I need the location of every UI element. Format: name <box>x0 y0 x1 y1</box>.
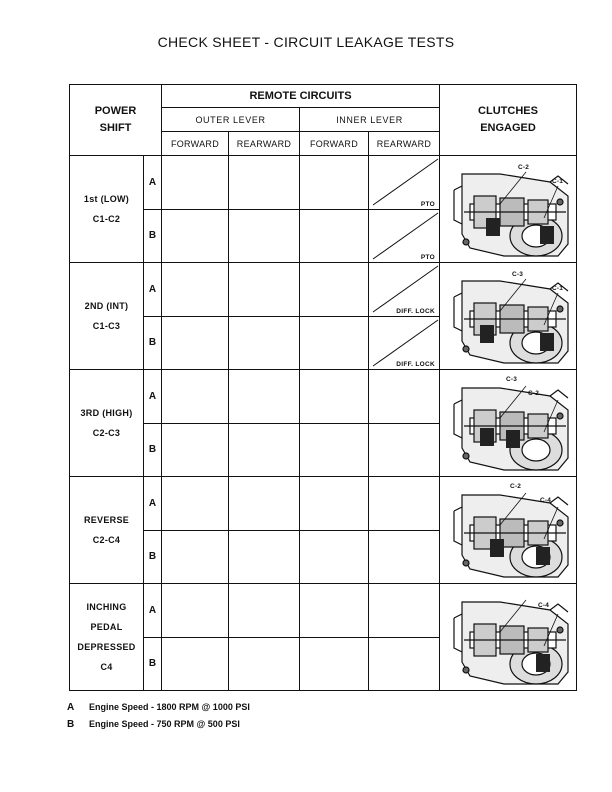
outer-forward-b-cell[interactable] <box>162 316 229 370</box>
check-sheet-table-wrap <box>69 84 577 691</box>
shift-label-line: C4 <box>100 662 113 672</box>
clutch-label: C-2 <box>528 390 540 397</box>
transmission-cutaway-icon <box>440 263 576 369</box>
outer-rearward-b-cell[interactable] <box>229 637 300 691</box>
clutch-label: C-1 <box>552 178 564 185</box>
outer-rearward-b-cell[interactable] <box>229 209 300 263</box>
shift-label-line: REVERSE <box>83 515 130 525</box>
inner-rearward-b-cell[interactable] <box>369 423 440 477</box>
inner-rearward-b-cell[interactable] <box>369 209 440 263</box>
legend-a-key: A <box>67 702 75 713</box>
clutches-engaged-illustration <box>440 370 577 477</box>
clutch-label: C-2 <box>518 164 530 171</box>
clutches-engaged-line2: ENGAGED <box>480 122 536 134</box>
shift-label-line: 3RD (HIGH) <box>80 408 133 418</box>
page-title: CHECK SHEET - CIRCUIT LEAKAGE TESTS <box>157 34 455 50</box>
outer-forward-b-cell[interactable] <box>162 637 229 691</box>
outer-rearward-a-cell[interactable] <box>229 156 300 210</box>
outer-forward-a-cell[interactable] <box>162 584 229 638</box>
power-shift-cell <box>70 156 144 263</box>
shift-label-line: DEPRESSED <box>77 642 136 652</box>
inner-forward-a-cell[interactable] <box>300 584 369 638</box>
condition-b-label: B <box>144 209 162 263</box>
legend-b-key: B <box>67 719 75 730</box>
shift-label-line: INCHING <box>86 602 127 612</box>
power-shift-cell <box>70 370 144 477</box>
circuit-note-label: PTO <box>420 254 435 261</box>
legend-b-text: Engine Speed - 750 RPM @ 500 PSI <box>89 719 240 729</box>
outer-rearward-a-cell[interactable] <box>229 477 300 531</box>
power-shift-header-line1: POWER <box>94 105 137 117</box>
shift-label-line: C1-C3 <box>92 321 121 331</box>
condition-b-label: B <box>144 530 162 584</box>
legend-b <box>67 719 240 730</box>
inner-rearward-a-cell[interactable] <box>369 477 440 531</box>
legend-a-text: Engine Speed - 1800 RPM @ 1000 PSI <box>89 702 250 712</box>
inner-forward-header: FORWARD <box>300 132 369 156</box>
circuit-note-label: PTO <box>420 200 435 208</box>
transmission-cutaway-icon <box>440 156 576 262</box>
shift-label-line: 1st (LOW) <box>83 194 130 204</box>
outer-rearward-a-cell[interactable] <box>229 584 300 638</box>
clutch-label: C-3 <box>512 271 524 278</box>
clutches-engaged-header <box>440 85 577 156</box>
condition-b-label: B <box>144 423 162 477</box>
condition-a-label: A <box>144 156 162 210</box>
circuit-note-label: DIFF. LOCK <box>396 307 435 315</box>
outer-forward-a-cell[interactable] <box>162 370 229 424</box>
inner-rearward-a-cell[interactable] <box>369 370 440 424</box>
shift-label-line: PEDAL <box>90 622 123 632</box>
inner-rearward-header: REARWARD <box>369 132 440 156</box>
inner-forward-a-cell[interactable] <box>300 370 369 424</box>
outer-forward-b-cell[interactable] <box>162 209 229 263</box>
outer-rearward-b-cell[interactable] <box>229 423 300 477</box>
outer-forward-b-cell[interactable] <box>162 423 229 477</box>
outer-forward-header: FORWARD <box>162 132 229 156</box>
clutches-engaged-illustration <box>440 263 577 370</box>
outer-forward-a-cell[interactable] <box>162 156 229 210</box>
inner-rearward-b-cell[interactable] <box>369 637 440 691</box>
shift-label-line: C2-C4 <box>92 535 121 545</box>
inner-forward-a-cell[interactable] <box>300 263 369 317</box>
shift-label-line: C2-C3 <box>92 428 121 438</box>
condition-a-label: A <box>144 263 162 317</box>
condition-a-label: A <box>144 477 162 531</box>
inner-forward-b-cell[interactable] <box>300 423 369 477</box>
condition-b-label: B <box>144 316 162 370</box>
outer-rearward-a-cell[interactable] <box>229 370 300 424</box>
inner-forward-a-cell[interactable] <box>300 156 369 210</box>
outer-rearward-header: REARWARD <box>229 132 300 156</box>
clutch-label: C-4 <box>538 602 550 609</box>
inner-forward-b-cell[interactable] <box>300 530 369 584</box>
clutches-engaged-illustration <box>440 477 577 584</box>
outer-forward-b-cell[interactable] <box>162 530 229 584</box>
power-shift-cell <box>70 477 144 584</box>
inner-forward-b-cell[interactable] <box>300 316 369 370</box>
check-sheet-table <box>69 84 577 691</box>
clutches-engaged-illustration <box>440 584 577 691</box>
outer-forward-a-cell[interactable] <box>162 263 229 317</box>
inner-forward-a-cell[interactable] <box>300 477 369 531</box>
transmission-cutaway-icon <box>440 584 576 690</box>
clutch-label: C-3 <box>506 376 518 383</box>
power-shift-cell <box>70 584 144 691</box>
power-shift-cell <box>70 263 144 370</box>
shift-label-line: 2ND (INT) <box>84 301 129 311</box>
clutch-label: C-4 <box>540 497 552 504</box>
inner-rearward-a-cell[interactable] <box>369 263 440 317</box>
outer-forward-a-cell[interactable] <box>162 477 229 531</box>
clutch-label: C-2 <box>510 483 522 490</box>
outer-lever-header: OUTER LEVER <box>162 108 300 132</box>
remote-circuits-header: REMOTE CIRCUITS <box>162 85 440 108</box>
inner-forward-b-cell[interactable] <box>300 209 369 263</box>
inner-rearward-b-cell[interactable] <box>369 316 440 370</box>
shift-rows <box>70 156 577 691</box>
shift-label-line: C1-C2 <box>92 214 121 224</box>
inner-rearward-a-cell[interactable] <box>369 584 440 638</box>
clutch-label: C-1 <box>552 285 564 292</box>
transmission-cutaway-icon <box>440 370 576 476</box>
condition-b-label: B <box>144 637 162 691</box>
circuit-note-label: DIFF. LOCK <box>396 361 435 368</box>
inner-rearward-b-cell[interactable] <box>369 530 440 584</box>
inner-lever-header: INNER LEVER <box>300 108 440 132</box>
legend-a <box>67 702 250 713</box>
inner-forward-b-cell[interactable] <box>300 637 369 691</box>
transmission-cutaway-icon <box>440 477 576 583</box>
power-shift-header-line2: SHIFT <box>99 122 132 134</box>
outer-rearward-a-cell[interactable] <box>229 263 300 317</box>
inner-rearward-a-cell[interactable] <box>369 156 440 210</box>
condition-a-label: A <box>144 584 162 638</box>
power-shift-header <box>70 85 162 156</box>
condition-a-label: A <box>144 370 162 424</box>
clutches-engaged-line1: CLUTCHES <box>478 105 538 117</box>
outer-rearward-b-cell[interactable] <box>229 530 300 584</box>
clutches-engaged-illustration <box>440 156 577 263</box>
outer-rearward-b-cell[interactable] <box>229 316 300 370</box>
